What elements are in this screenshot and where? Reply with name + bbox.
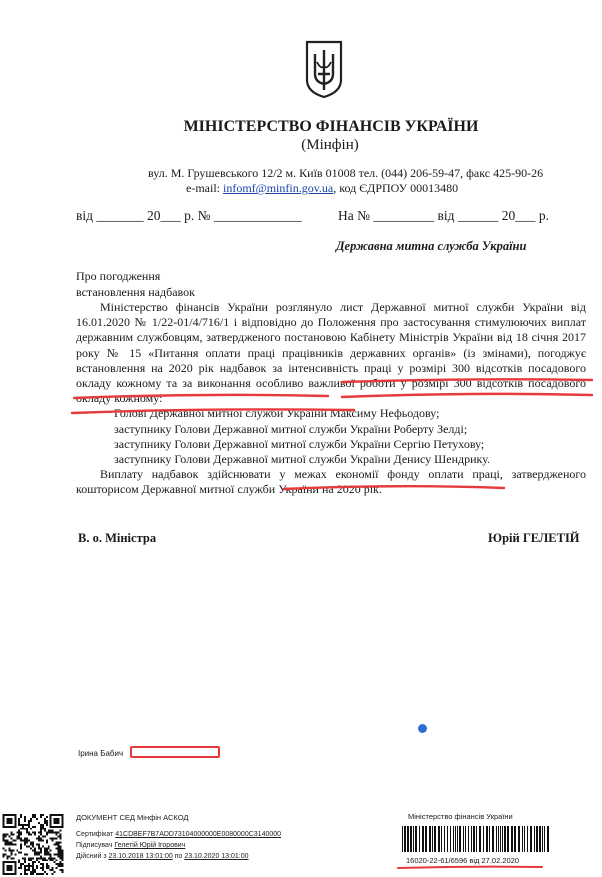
ministry-contacts — [186, 181, 458, 196]
signer-value: Гелетій Юрій Ігорович — [114, 842, 186, 849]
recipients-list — [76, 406, 586, 467]
certificate-value: 41CDBEF7B7ADD73104000000E0080000C3140000 — [115, 831, 282, 838]
registration-number: 16020-22-61/6596 від 27.02.2020 — [406, 856, 520, 865]
signatory-position: В. о. Міністра — [78, 531, 157, 545]
qr-code-icon — [0, 812, 66, 877]
blue-dot — [418, 724, 427, 733]
subject-line: Про погодження — [76, 269, 161, 283]
signer-line — [76, 840, 281, 851]
redacted-phone-box — [130, 746, 220, 758]
ministry-title: МІНІСТЕРСТВО ФІНАНСІВ УКРАЇНИ — [183, 118, 479, 135]
certificate-label: Сертифікат — [76, 831, 116, 838]
ministry-subtitle: (Мінфін) — [301, 137, 359, 153]
list-item: заступнику Голови Державної митної служби України Роберту Зелді; — [114, 421, 468, 436]
barcode-icon — [400, 826, 552, 852]
validity-line — [76, 851, 281, 862]
registration-org: Міністерство фінансів України — [408, 812, 513, 821]
validity-separator: по — [172, 853, 185, 860]
letter-body — [76, 300, 586, 498]
subject-line: встановлення надбавок — [76, 285, 195, 299]
body-paragraph: Міністерство фінансів України розглянуло лист Державної митної служби України від 16.01.2020 № 1/22-01/4/716/1 і відповідно до Положення про застосування стимулюючих виплат державним службовцям, затвердженого постановою Кабінету Міністрів України від 18 січня 2017 року № 15 «Питання оплати праці працівників державних органів» (із змінами), погоджує встановлення на 2020 рік надбавок за інтенсивність праці у розмірі 300 відсотків посадового окладу кожному та за виконання особливо важливої роботи у розмірі 300 відсотків посадового окладу кожному: — [76, 300, 586, 406]
edrpou-code: , код ЄДРПОУ 00013480 — [333, 181, 459, 195]
email-label: e-mail: — [186, 181, 223, 195]
list-item: заступнику Голови Державної митної служби України Денису Шендрику. — [114, 452, 491, 467]
sed-title: ДОКУМЕНТ СЕД Мінфін АСКОД — [76, 813, 189, 822]
signer-label: Підписувач — [76, 842, 115, 849]
certificate-line — [76, 829, 281, 840]
list-item: Голові Державної митної служби України Максиму Нефьодову; — [114, 406, 440, 421]
ministry-address: вул. М. Грушевського 12/2 м. Київ 01008 тел. (044) 206-59-47, факс 425-90-26 — [148, 166, 544, 180]
valid-to: 23.10.2020 13:01:00 — [184, 853, 249, 860]
email-link[interactable]: infomf@minfin.gov.ua — [222, 181, 334, 195]
letter-subject — [76, 268, 195, 300]
trident-emblem-icon — [303, 40, 345, 98]
incoming-reference: На № _________ від ______ 20___ р. — [338, 208, 549, 223]
body-paragraph: Виплату надбавок здійснювати у межах економії фонду оплати праці, затвердженого кошторисом Державної митної служби України на 2020 рік. — [76, 467, 586, 497]
list-item: заступнику Голови Державної митної служби України Сергію Петухову; — [114, 436, 485, 451]
validity-label: Дійсний з — [76, 853, 109, 860]
electronic-signature-block — [76, 812, 281, 862]
executor-name: Ірина Бабич — [78, 749, 124, 758]
valid-from: 23.10.2018 13:01:00 — [108, 853, 173, 860]
outgoing-reference: від _______ 20___ р. № _____________ — [76, 208, 302, 223]
signatory-name: Юрій ГЕЛЕТІЙ — [488, 531, 580, 545]
recipient: Державна митна служба України — [336, 239, 527, 253]
